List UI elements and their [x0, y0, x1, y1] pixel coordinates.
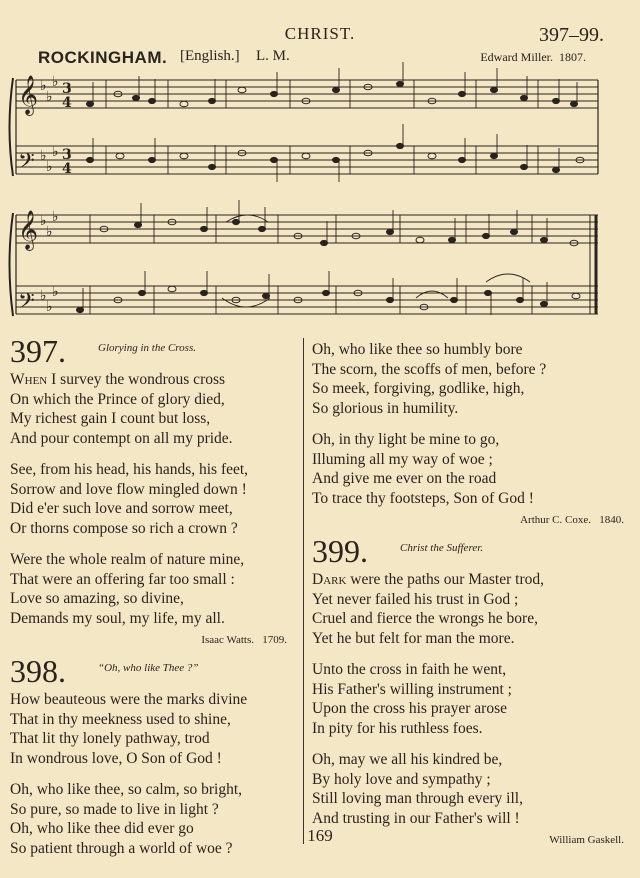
stanza [10, 690, 295, 768]
svg-text:𝄞: 𝄞 [18, 210, 39, 250]
brace-2 [10, 213, 14, 316]
noteheads [77, 81, 585, 312]
treble-staff-2 [16, 215, 598, 243]
hymn-subtitle: “Oh, who like Thee ?” [98, 662, 199, 674]
hymn-range: 397–99. [539, 24, 604, 46]
verse-line: On which the Prince of glory died, [10, 390, 225, 408]
verse-line: Oh, who like thee did ever go [10, 820, 194, 837]
page-number: 169 [307, 826, 333, 845]
svg-text:♭: ♭ [46, 159, 53, 175]
first-word: When [10, 371, 48, 388]
verse-line: The scorn, the scoffs of men, before ? [312, 360, 547, 378]
stanza [10, 370, 295, 448]
verse-line: That lit thy lonely pathway, trod [10, 730, 210, 747]
verse-line: Oh, in thy light be mine to go, [312, 431, 500, 448]
verse-line: That in thy meekness used to shine, [10, 710, 231, 728]
verse-line: My richest gain I count but loss, [10, 410, 211, 427]
verse-line: So patient through a world of woe ? [10, 839, 233, 857]
stanza [312, 660, 632, 738]
hymn-397 [10, 333, 295, 646]
svg-text:♭: ♭ [46, 89, 53, 105]
hymn-399-heading [312, 533, 632, 570]
verse-line: Oh, who like thee, so calm, so bright, [10, 781, 243, 798]
tune-origin: [English.] [180, 48, 240, 64]
column-divider [303, 338, 304, 844]
verse-line: In wondrous love, O Son of God ! [10, 749, 222, 767]
svg-text:4: 4 [62, 161, 72, 177]
verse-line: So pure, so made to live in light ? [10, 800, 219, 818]
stanza [312, 340, 632, 418]
verse-line: To trace thy footsteps, Son of God ! [312, 489, 534, 507]
hymn-subtitle: Glorying in the Cross. [98, 342, 196, 354]
tune-meter: L. M. [256, 48, 290, 64]
verse-line: And trusting in our Father's will ! [312, 809, 520, 827]
stanza [312, 430, 632, 508]
stanza [10, 550, 295, 628]
verse-line: Demands my soul, my life, my all. [10, 609, 225, 627]
verse-line: Unto the cross in faith he went, [312, 661, 507, 678]
svg-text:♭: ♭ [40, 213, 47, 229]
author-name: William Gaskell. [549, 834, 624, 846]
verse-line [10, 370, 295, 390]
svg-text:𝄢: 𝄢 [18, 289, 35, 319]
hymn-399 [312, 533, 632, 846]
verse-line [312, 570, 632, 590]
svg-text:4: 4 [62, 95, 72, 111]
hymn-number: 397. [10, 333, 66, 369]
section-title: CHRIST. [284, 24, 356, 43]
verse-line: See, from his head, his hands, his feet, [10, 461, 249, 478]
hymn-398-heading [10, 653, 295, 690]
composer-year: 1807. [559, 50, 586, 64]
svg-text:♭: ♭ [40, 288, 47, 304]
svg-text:♭: ♭ [52, 284, 59, 300]
stems-and-ties [83, 62, 577, 315]
first-line-rest: I survey the wondrous cross [47, 371, 226, 388]
hymn-author [10, 634, 287, 646]
author-name: Isaac Watts. [201, 634, 254, 646]
hymn-397-heading [10, 333, 295, 370]
verse-line: Upon the cross his prayer arose [312, 700, 507, 717]
stanza [312, 570, 632, 648]
svg-text:♭: ♭ [52, 209, 59, 225]
hymn-subtitle: Christ the Sufferer. [400, 542, 484, 554]
verse-line: So glorious in humility. [312, 399, 459, 417]
verse-line: Love so amazing, so divine, [10, 590, 184, 607]
svg-text:♭: ♭ [40, 148, 47, 164]
verse-line: Oh, who like thee so humbly bore [312, 341, 523, 358]
svg-text:♭: ♭ [52, 144, 59, 160]
svg-text:𝄞: 𝄞 [18, 75, 39, 115]
bass-staff-2 [16, 286, 598, 314]
hymn-number: 399. [312, 533, 368, 569]
verse-line: By holy love and sympathy ; [312, 770, 491, 788]
verse-line: How beauteous were the marks divine [10, 691, 248, 708]
verse-line: Still loving man through every ill, [312, 790, 523, 807]
author-year: 1709. [262, 634, 287, 646]
svg-text:3: 3 [62, 81, 72, 97]
verse-line: Cruel and fierce the wrongs he bore, [312, 610, 538, 627]
system-2 [10, 213, 599, 316]
verse-line: Or thorns compose so rich a crown ? [10, 519, 238, 537]
hymn-number: 398. [10, 653, 66, 689]
left-column [10, 333, 295, 870]
first-word: Dark [312, 571, 347, 588]
right-column [312, 340, 632, 856]
verse-line: In pity for his ruthless foes. [312, 719, 483, 737]
verse-line: And give me ever on the road [312, 470, 497, 487]
verse-line: Illuming all my way of woe ; [312, 450, 493, 468]
verse-line: That were an offering far too small : [10, 570, 235, 588]
verse-line: His Father's willing instrument ; [312, 680, 512, 698]
composer-name: Edward Miller. [480, 50, 553, 64]
stanza [312, 750, 632, 828]
verse-line: Oh, may we all his kindred be, [312, 751, 503, 768]
hymn-author [312, 514, 624, 526]
svg-text:♭: ♭ [40, 78, 47, 94]
verse-line: And pour contempt on all my pride. [10, 429, 233, 447]
svg-text:3: 3 [62, 147, 72, 163]
bass-staff-1 [16, 146, 598, 174]
stanza [10, 460, 295, 538]
svg-text:♭: ♭ [46, 299, 53, 315]
stanza [10, 780, 295, 858]
author-year: 1840. [599, 514, 624, 526]
verse-line: Yet he but felt for man the more. [312, 629, 515, 647]
svg-text:𝄢: 𝄢 [18, 149, 35, 179]
verse-line: So meek, forgiving, godlike, high, [312, 380, 525, 397]
tune-name: ROCKINGHAM. [38, 48, 168, 67]
verse-line: Sorrow and love flow mingled down ! [10, 480, 247, 498]
svg-text:♭: ♭ [46, 224, 53, 240]
clefs-and-signatures [18, 74, 72, 319]
system-1 [10, 78, 599, 176]
first-line-rest: were the paths our Master trod, [346, 571, 544, 588]
svg-text:♭: ♭ [52, 74, 59, 90]
verse-line: Did e'er such love and sorrow meet, [10, 500, 233, 517]
verse-line: Were the whole realm of nature mine, [10, 551, 245, 568]
music-score [0, 0, 640, 330]
author-name: Arthur C. Coxe. [520, 514, 591, 526]
brace-1 [10, 78, 14, 176]
verse-line: Yet never failed his trust in God ; [312, 590, 519, 608]
